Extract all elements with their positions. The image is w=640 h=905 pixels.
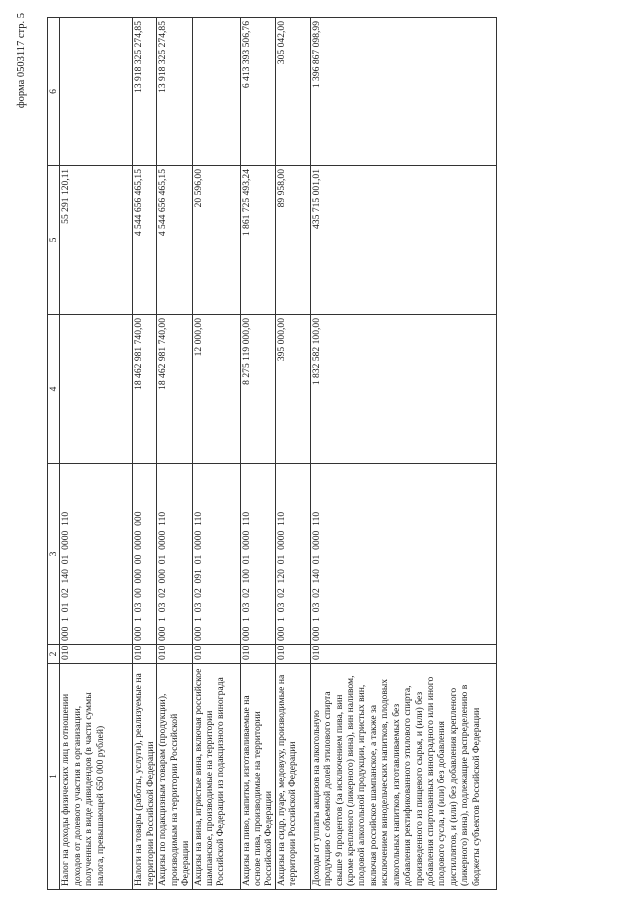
table-row bbox=[275, 18, 310, 890]
column-header: 4 bbox=[48, 315, 60, 464]
income-name-cell: Акцизы на сидр, пуаре, медовуху, производимые на территории Российской Федерации bbox=[275, 664, 310, 890]
unexecuted-amount-cell: 305 042,00 bbox=[275, 18, 310, 166]
executed-amount-cell: 4 544 656 465,15 bbox=[133, 166, 157, 315]
line-code-cell: 010 bbox=[192, 645, 240, 664]
unexecuted-amount-cell bbox=[192, 18, 240, 166]
executed-amount-cell: 1 861 725 493,24 bbox=[240, 166, 275, 315]
approved-amount-cell: 1 832 582 100,00 bbox=[310, 315, 496, 464]
budget-code-cell: 000 1 03 02 140 01 0000 110 bbox=[310, 464, 496, 645]
unexecuted-amount-cell: 6 413 393 506,76 bbox=[240, 18, 275, 166]
table-row bbox=[192, 18, 240, 890]
form-label: форма 0503117 стр. 5 bbox=[16, 13, 27, 109]
line-code-cell: 010 bbox=[133, 645, 157, 664]
column-header: 5 bbox=[48, 166, 60, 315]
executed-amount-cell: 4 544 656 465,15 bbox=[157, 166, 192, 315]
unexecuted-amount-cell: 1 396 867 098,99 bbox=[310, 18, 496, 166]
budget-code-cell: 000 1 03 02 100 01 0000 110 bbox=[240, 464, 275, 645]
income-name-cell: Налоги на товары (работы, услуги), реализуемые на территории Российской Федерации bbox=[133, 664, 157, 890]
budget-code-cell: 000 1 03 02 120 01 0000 110 bbox=[275, 464, 310, 645]
line-code-cell: 010 bbox=[310, 645, 496, 664]
approved-amount-cell: 395 000,00 bbox=[275, 315, 310, 464]
budget-code-cell: 000 1 03 00 000 00 0000 000 bbox=[133, 464, 157, 645]
line-code-cell: 010 bbox=[240, 645, 275, 664]
executed-amount-cell: 55 291 120,11 bbox=[60, 166, 133, 315]
approved-amount-cell: 18 462 981 740,00 bbox=[133, 315, 157, 464]
unexecuted-amount-cell: 13 918 325 274,85 bbox=[133, 18, 157, 166]
table-row bbox=[240, 18, 275, 890]
budget-code-cell: 000 1 01 02 140 01 0000 110 bbox=[60, 464, 133, 645]
unexecuted-amount-cell bbox=[60, 18, 133, 166]
budget-code-cell: 000 1 03 02 000 01 0000 110 bbox=[157, 464, 192, 645]
line-code-cell: 010 bbox=[157, 645, 192, 664]
approved-amount-cell bbox=[60, 315, 133, 464]
income-name-cell: Акцизы на вина, игристые вина, включая российское шампанское, производимые на территории Российской Федерации из подакцизного винограда bbox=[192, 664, 240, 890]
table-row bbox=[60, 18, 133, 890]
unexecuted-amount-cell: 13 918 325 274,85 bbox=[157, 18, 192, 166]
column-header: 2 bbox=[48, 645, 60, 664]
executed-amount-cell: 435 715 001,01 bbox=[310, 166, 496, 315]
approved-amount-cell: 8 275 119 000,00 bbox=[240, 315, 275, 464]
income-name-cell: Налог на доходы физических лиц в отношении доходов от долевого участия в организации, полученных в виде дивидендов (в части суммы налога, превышающей 650 000 рублей) bbox=[60, 664, 133, 890]
line-code-cell: 010 bbox=[60, 645, 133, 664]
income-table bbox=[47, 17, 497, 890]
line-code-cell: 010 bbox=[275, 645, 310, 664]
column-header: 6 bbox=[48, 18, 60, 166]
column-header: 1 bbox=[48, 664, 60, 890]
executed-amount-cell: 20 596,00 bbox=[192, 166, 240, 315]
table-row bbox=[157, 18, 192, 890]
table-header-row bbox=[48, 18, 60, 890]
approved-amount-cell: 12 000,00 bbox=[192, 315, 240, 464]
table-row bbox=[133, 18, 157, 890]
table-row bbox=[310, 18, 496, 890]
executed-amount-cell: 89 958,00 bbox=[275, 166, 310, 315]
budget-code-cell: 000 1 03 02 091 01 0000 110 bbox=[192, 464, 240, 645]
approved-amount-cell: 18 462 981 740,00 bbox=[157, 315, 192, 464]
income-name-cell: Доходы от уплаты акцизов на алкогольную продукцию с объемной долей этилового спирта свыше 9 процентов (за исключением пива, вин (кроме крепленого (ликерного) вина), вин наливом, плодовой алкогольной продукции, игристых вин, включая российское шампанское, а также за исключением винодельческих напитков, плодовых алкогольных напитков, изготавливаемых без добавления ректификованного этилового спирта, произведенного из пищевого сырья, и (или) без добавления спиртованных виноградного или иного плодового сусла, и (или) без добавления дистиллятов, и (или) без добавления крепленого (ликерного) вина), подлежащие распределению в бюджеты субъектов Российской Федерации bbox=[310, 664, 496, 890]
income-name-cell: Акцизы по подакцизным товарам (продукции), производимым на территории Российской Федерации bbox=[157, 664, 192, 890]
column-header: 3 bbox=[48, 464, 60, 645]
income-name-cell: Акцизы на пиво, напитки, изготавливаемые на основе пива, производимые на территории Российской Федерации bbox=[240, 664, 275, 890]
